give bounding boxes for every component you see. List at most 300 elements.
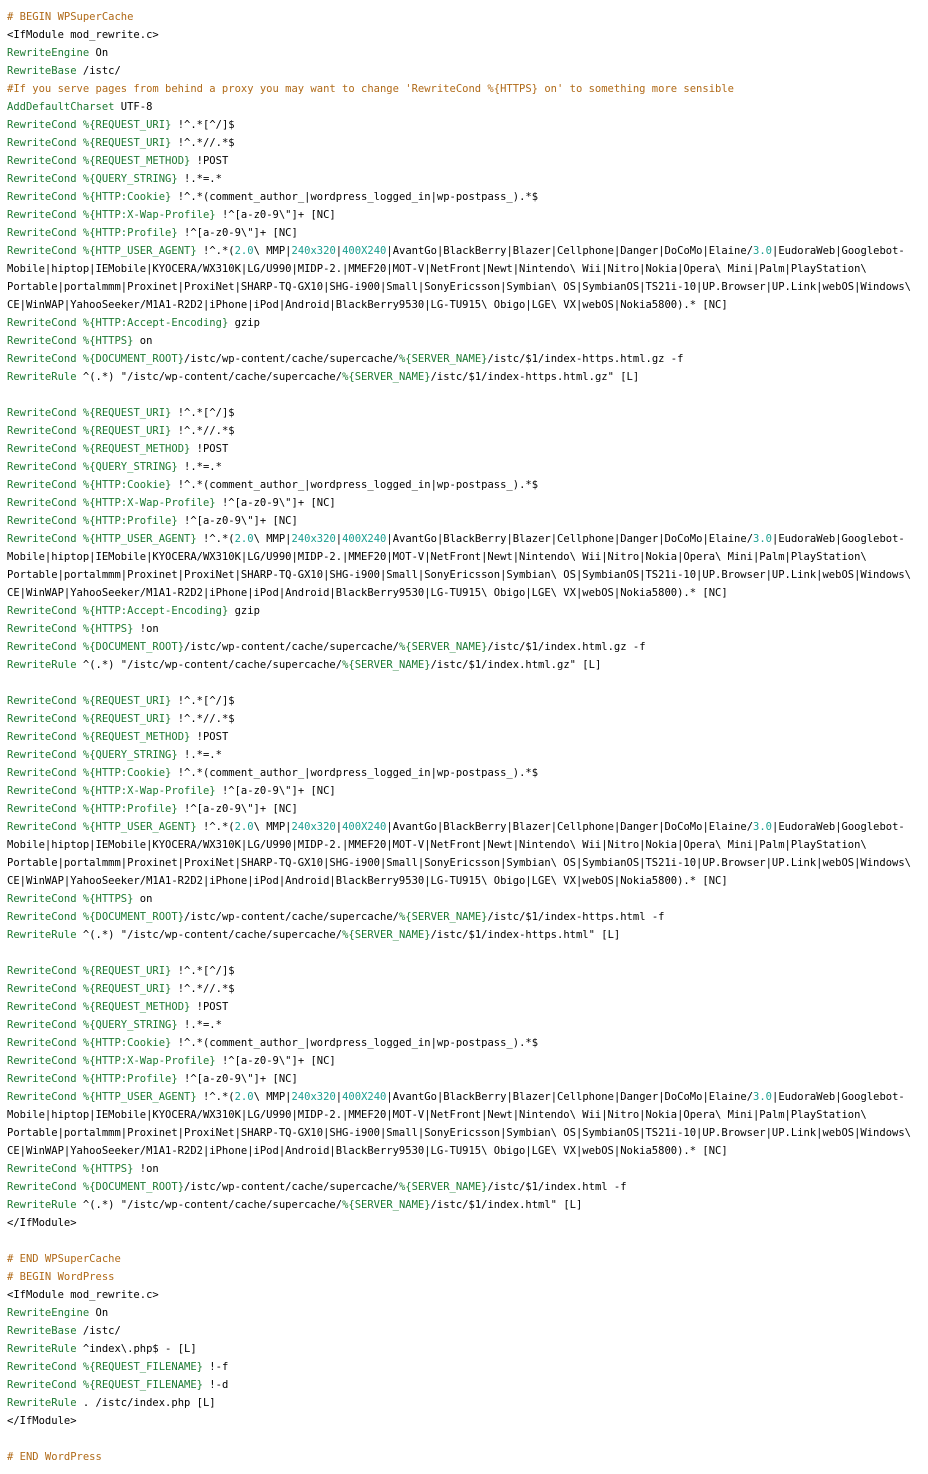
server-variable: %{REQUEST_URI} xyxy=(82,425,172,437)
directive-keyword: RewriteCond xyxy=(7,155,77,167)
code-text: ^(.*) "/istc/wp-content/cache/supercache/ xyxy=(76,1199,343,1211)
server-variable: %{HTTP:X-Wap-Profile} xyxy=(82,209,216,221)
code-text: /istc/$1/index-https.html.gz" [L] xyxy=(430,371,640,383)
code-line xyxy=(7,1196,923,1214)
code-line xyxy=(7,1214,923,1232)
directive-keyword: RewriteCond xyxy=(7,209,77,221)
directive-keyword: RewriteCond xyxy=(7,821,77,833)
directive-keyword: RewriteCond xyxy=(7,191,77,203)
code-line xyxy=(7,746,923,764)
code-line xyxy=(7,1304,923,1322)
code-text: |EudoraWeb|Googlebot- xyxy=(772,245,905,257)
directive-keyword: RewriteRule xyxy=(7,929,77,941)
comment-text: # END WPSuperCache xyxy=(7,1253,121,1265)
directive-keyword: RewriteCond xyxy=(7,1055,77,1067)
code-text: /istc/wp-content/cache/supercache/ xyxy=(184,1181,399,1193)
directive-keyword: RewriteCond xyxy=(7,515,77,527)
directive-keyword: RewriteCond xyxy=(7,317,77,329)
code-line xyxy=(7,1070,923,1088)
server-variable: %{REQUEST_URI} xyxy=(82,965,172,977)
directive-keyword: RewriteCond xyxy=(7,767,77,779)
directive-keyword: RewriteCond xyxy=(7,407,77,419)
server-variable: %{HTTP_USER_AGENT} xyxy=(82,245,197,257)
directive-keyword: RewriteCond xyxy=(7,1073,77,1085)
directive-keyword: RewriteEngine xyxy=(7,1307,90,1319)
code-line xyxy=(7,764,923,782)
server-variable: %{HTTPS} xyxy=(82,893,134,905)
code-text: !.*=.* xyxy=(177,173,222,185)
comment-text: # BEGIN WordPress xyxy=(7,1271,115,1283)
server-variable: %{SERVER_NAME} xyxy=(342,929,431,941)
code-line xyxy=(7,1052,923,1070)
code-line xyxy=(7,1376,923,1394)
directive-keyword: RewriteBase xyxy=(7,65,77,77)
code-text: !^.*( xyxy=(196,1091,235,1103)
directive-keyword: RewriteCond xyxy=(7,461,77,473)
server-variable: %{QUERY_STRING} xyxy=(82,749,178,761)
server-variable: %{SERVER_NAME} xyxy=(342,371,431,383)
code-text: !^.*(comment_author_|wordpress_logged_in|wp-postpass_).*$ xyxy=(171,479,539,491)
directive-keyword: RewriteRule xyxy=(7,1397,77,1409)
code-text: !^[a-z0-9\"]+ [NC] xyxy=(177,1073,298,1085)
server-variable: %{SERVER_NAME} xyxy=(398,1181,488,1193)
code-text: !^.*( xyxy=(196,821,235,833)
blank-line xyxy=(7,1232,923,1250)
code-line xyxy=(7,98,923,116)
code-line xyxy=(7,1088,923,1106)
numeric-token: 240x320 xyxy=(291,533,336,545)
code-text: on xyxy=(133,335,153,347)
code-text: \ MMP| xyxy=(253,821,292,833)
code-text: !^.*[^/]$ xyxy=(171,407,235,419)
code-line xyxy=(7,962,923,980)
code-line xyxy=(7,8,923,26)
code-text: Mobile|hiptop|IEMobile|KYOCERA/WX310K|LG/U990|MIDP-2.|MMEF20|MOT-V|NetFront|Newt|Nintendo\ Wii|Nitro|Nokia|Opera\ Mini|Palm|PlayStation\ xyxy=(7,263,867,275)
server-variable: %{HTTPS} xyxy=(82,623,134,635)
code-line xyxy=(7,1340,923,1358)
code-text: |EudoraWeb|Googlebot- xyxy=(772,821,905,833)
code-text: !POST xyxy=(190,1001,229,1013)
code-text: CE|WinWAP|YahooSeeker/M1A1-R2D2|iPhone|iPod|Android|BlackBerry9530|LG-TU915\ Obigo|LGE\ VX|webOS|Nokia5800).* [NC] xyxy=(7,299,728,311)
code-text: !^[a-z0-9\"]+ [NC] xyxy=(215,1055,336,1067)
code-text: gzip xyxy=(228,317,260,329)
code-line xyxy=(7,548,923,566)
numeric-token: 240x320 xyxy=(291,1091,336,1103)
code-text: \ MMP| xyxy=(253,245,292,257)
directive-keyword: RewriteCond xyxy=(7,749,77,761)
server-variable: %{SERVER_NAME} xyxy=(342,659,431,671)
code-text: Portable|portalmmm|Proxinet|ProxiNet|SHARP-TQ-GX10|SHG-i900|Small|SonyEricsson|Symbian\ OS|SymbianOS|TS21i-10|UP.Browser|UP.Link|webOS|Windows\ xyxy=(7,1127,911,1139)
code-line xyxy=(7,1106,923,1124)
code-line xyxy=(7,332,923,350)
directive-keyword: AddDefaultCharset xyxy=(7,101,115,113)
directive-keyword: RewriteCond xyxy=(7,1163,77,1175)
code-line xyxy=(7,1142,923,1160)
blank-line xyxy=(7,386,923,404)
code-line xyxy=(7,602,923,620)
directive-keyword: RewriteCond xyxy=(7,911,77,923)
server-variable: %{REQUEST_METHOD} xyxy=(82,731,191,743)
server-variable: %{HTTP_USER_AGENT} xyxy=(82,821,197,833)
directive-keyword: RewriteCond xyxy=(7,983,77,995)
directive-keyword: RewriteCond xyxy=(7,533,77,545)
code-line xyxy=(7,656,923,674)
directive-keyword: RewriteCond xyxy=(7,803,77,815)
blank-line xyxy=(7,674,923,692)
server-variable: %{DOCUMENT_ROOT} xyxy=(82,353,185,365)
code-text: /istc/wp-content/cache/supercache/ xyxy=(184,911,399,923)
code-text: !on xyxy=(133,623,159,635)
server-variable: %{REQUEST_FILENAME} xyxy=(82,1379,203,1391)
server-variable: %{REQUEST_URI} xyxy=(82,695,172,707)
server-variable: %{SERVER_NAME} xyxy=(398,641,488,653)
server-variable: %{HTTP:Cookie} xyxy=(82,479,172,491)
code-line xyxy=(7,692,923,710)
code-line xyxy=(7,1016,923,1034)
code-text: !POST xyxy=(190,443,229,455)
numeric-token: 240x320 xyxy=(291,821,336,833)
directive-keyword: RewriteCond xyxy=(7,137,77,149)
code-text: | xyxy=(335,1091,343,1103)
directive-keyword: RewriteCond xyxy=(7,1361,77,1373)
numeric-token: 2.0 xyxy=(234,245,254,257)
server-variable: %{DOCUMENT_ROOT} xyxy=(82,641,185,653)
code-text: Portable|portalmmm|Proxinet|ProxiNet|SHARP-TQ-GX10|SHG-i900|Small|SonyEricsson|Symbian\ OS|SymbianOS|TS21i-10|UP.Browser|UP.Link|webOS|Windows\ xyxy=(7,281,911,293)
code-line xyxy=(7,1358,923,1376)
code-text: !.*=.* xyxy=(177,461,222,473)
code-line xyxy=(7,80,923,98)
server-variable: %{HTTP:X-Wap-Profile} xyxy=(82,1055,216,1067)
blank-line xyxy=(7,1430,923,1448)
directive-keyword: RewriteRule xyxy=(7,1343,77,1355)
code-text: !^[a-z0-9\"]+ [NC] xyxy=(215,785,336,797)
code-text: ^(.*) "/istc/wp-content/cache/supercache/ xyxy=(76,371,343,383)
code-text: |EudoraWeb|Googlebot- xyxy=(772,1091,905,1103)
directive-keyword: RewriteCond xyxy=(7,641,77,653)
code-line xyxy=(7,1412,923,1430)
code-text: |AvantGo|BlackBerry|Blazer|Cellphone|Danger|DoCoMo|Elaine/ xyxy=(386,533,754,545)
code-text: Portable|portalmmm|Proxinet|ProxiNet|SHARP-TQ-GX10|SHG-i900|Small|SonyEricsson|Symbian\ OS|SymbianOS|TS21i-10|UP.Browser|UP.Link|webOS|Windows\ xyxy=(7,569,911,581)
code-line xyxy=(7,530,923,548)
server-variable: %{REQUEST_METHOD} xyxy=(82,1001,191,1013)
server-variable: %{QUERY_STRING} xyxy=(82,173,178,185)
code-text: !^.*//.*$ xyxy=(171,137,235,149)
code-text: <IfModule mod_rewrite.c> xyxy=(7,29,159,41)
server-variable: %{HTTP:X-Wap-Profile} xyxy=(82,785,216,797)
numeric-token: 400X240 xyxy=(342,533,387,545)
code-text: !-f xyxy=(202,1361,229,1373)
numeric-token: 2.0 xyxy=(234,1091,254,1103)
directive-keyword: RewriteCond xyxy=(7,893,77,905)
code-text: |AvantGo|BlackBerry|Blazer|Cellphone|Danger|DoCoMo|Elaine/ xyxy=(386,821,754,833)
numeric-token: 3.0 xyxy=(753,821,772,833)
code-line xyxy=(7,854,923,872)
code-line xyxy=(7,206,923,224)
server-variable: %{HTTP:X-Wap-Profile} xyxy=(82,497,216,509)
code-text: !.*=.* xyxy=(177,1019,222,1031)
code-line xyxy=(7,260,923,278)
code-text: !^[a-z0-9\"]+ [NC] xyxy=(177,515,298,527)
directive-keyword: RewriteCond xyxy=(7,1019,77,1031)
directive-keyword: RewriteEngine xyxy=(7,47,90,59)
code-line xyxy=(7,908,923,926)
server-variable: %{REQUEST_METHOD} xyxy=(82,155,191,167)
code-text: !^.*(comment_author_|wordpress_logged_in|wp-postpass_).*$ xyxy=(171,1037,539,1049)
server-variable: %{HTTP:Profile} xyxy=(82,803,178,815)
code-line xyxy=(7,350,923,368)
code-text: /istc/ xyxy=(76,1325,121,1337)
htaccess-code-view xyxy=(7,8,923,1466)
code-text: </IfModule> xyxy=(7,1217,77,1229)
code-line xyxy=(7,926,923,944)
code-line xyxy=(7,584,923,602)
code-text: on xyxy=(133,893,153,905)
code-line xyxy=(7,1160,923,1178)
server-variable: %{REQUEST_METHOD} xyxy=(82,443,191,455)
code-text: /istc/$1/index.html.gz -f xyxy=(487,641,646,653)
numeric-token: 400X240 xyxy=(342,1091,387,1103)
server-variable: %{REQUEST_URI} xyxy=(82,119,172,131)
server-variable: %{DOCUMENT_ROOT} xyxy=(82,911,185,923)
code-line xyxy=(7,800,923,818)
server-variable: %{QUERY_STRING} xyxy=(82,461,178,473)
code-text: CE|WinWAP|YahooSeeker/M1A1-R2D2|iPhone|iPod|Android|BlackBerry9530|LG-TU915\ Obigo|LGE\ VX|webOS|Nokia5800).* [NC] xyxy=(7,1145,728,1157)
directive-keyword: RewriteCond xyxy=(7,785,77,797)
numeric-token: 3.0 xyxy=(753,245,772,257)
code-line xyxy=(7,314,923,332)
code-line xyxy=(7,1268,923,1286)
directive-keyword: RewriteCond xyxy=(7,335,77,347)
code-text: /istc/$1/index-https.html -f xyxy=(487,911,665,923)
code-text: !-d xyxy=(202,1379,229,1391)
directive-keyword: RewriteCond xyxy=(7,245,77,257)
server-variable: %{REQUEST_URI} xyxy=(82,713,172,725)
code-text: !^.*[^/]$ xyxy=(171,695,235,707)
server-variable: %{HTTP:Profile} xyxy=(82,1073,178,1085)
code-text: Portable|portalmmm|Proxinet|ProxiNet|SHARP-TQ-GX10|SHG-i900|Small|SonyEricsson|Symbian\ OS|SymbianOS|TS21i-10|UP.Browser|UP.Link|webOS|Windows\ xyxy=(7,857,911,869)
server-variable: %{REQUEST_URI} xyxy=(82,407,172,419)
code-text: On xyxy=(89,1307,109,1319)
code-line xyxy=(7,1034,923,1052)
directive-keyword: RewriteCond xyxy=(7,173,77,185)
code-text: /istc/wp-content/cache/supercache/ xyxy=(184,353,399,365)
code-text: |AvantGo|BlackBerry|Blazer|Cellphone|Danger|DoCoMo|Elaine/ xyxy=(386,245,754,257)
code-text: /istc/$1/index.html -f xyxy=(487,1181,627,1193)
code-text: !^.*(comment_author_|wordpress_logged_in|wp-postpass_).*$ xyxy=(171,767,539,779)
server-variable: %{HTTP:Cookie} xyxy=(82,1037,172,1049)
directive-keyword: RewriteRule xyxy=(7,371,77,383)
blank-line xyxy=(7,944,923,962)
code-text: !^.*[^/]$ xyxy=(171,119,235,131)
comment-text: # END WordPress xyxy=(7,1451,102,1463)
directive-keyword: RewriteCond xyxy=(7,1181,77,1193)
server-variable: %{HTTP:Profile} xyxy=(82,515,178,527)
comment-text: # BEGIN WPSuperCache xyxy=(7,11,134,23)
code-text: CE|WinWAP|YahooSeeker/M1A1-R2D2|iPhone|iPod|Android|BlackBerry9530|LG-TU915\ Obigo|LGE\ VX|webOS|Nokia5800).* [NC] xyxy=(7,875,728,887)
directive-keyword: RewriteCond xyxy=(7,227,77,239)
server-variable: %{HTTP:Cookie} xyxy=(82,191,172,203)
server-variable: %{HTTP:Profile} xyxy=(82,227,178,239)
code-line xyxy=(7,836,923,854)
numeric-token: 400X240 xyxy=(342,245,387,257)
code-line xyxy=(7,1322,923,1340)
code-line xyxy=(7,26,923,44)
directive-keyword: RewriteCond xyxy=(7,119,77,131)
code-text: | xyxy=(335,821,343,833)
code-line xyxy=(7,170,923,188)
code-line xyxy=(7,728,923,746)
numeric-token: 240x320 xyxy=(291,245,336,257)
numeric-token: 2.0 xyxy=(234,533,254,545)
server-variable: %{HTTP:Cookie} xyxy=(82,767,172,779)
directive-keyword: RewriteCond xyxy=(7,1037,77,1049)
code-text: |EudoraWeb|Googlebot- xyxy=(772,533,905,545)
code-line xyxy=(7,278,923,296)
server-variable: %{HTTP_USER_AGENT} xyxy=(82,533,197,545)
server-variable: %{HTTPS} xyxy=(82,1163,134,1175)
code-text: \ MMP| xyxy=(253,533,292,545)
directive-keyword: RewriteBase xyxy=(7,1325,77,1337)
code-line xyxy=(7,476,923,494)
code-text: /istc/ xyxy=(76,65,121,77)
code-line xyxy=(7,998,923,1016)
directive-keyword: RewriteCond xyxy=(7,1091,77,1103)
directive-keyword: RewriteCond xyxy=(7,443,77,455)
server-variable: %{REQUEST_URI} xyxy=(82,983,172,995)
code-text: </IfModule> xyxy=(7,1415,77,1427)
code-line xyxy=(7,566,923,584)
code-text: | xyxy=(335,245,343,257)
server-variable: %{REQUEST_FILENAME} xyxy=(82,1361,203,1373)
directive-keyword: RewriteCond xyxy=(7,1001,77,1013)
code-line xyxy=(7,494,923,512)
code-text: !^[a-z0-9\"]+ [NC] xyxy=(215,209,336,221)
server-variable: %{HTTPS} xyxy=(82,335,134,347)
code-line xyxy=(7,890,923,908)
code-text: Mobile|hiptop|IEMobile|KYOCERA/WX310K|LG/U990|MIDP-2.|MMEF20|MOT-V|NetFront|Newt|Nintendo\ Wii|Nitro|Nokia|Opera\ Mini|Palm|PlayStation\ xyxy=(7,551,867,563)
code-line xyxy=(7,296,923,314)
code-text: !^.*[^/]$ xyxy=(171,965,235,977)
code-text: !^[a-z0-9\"]+ [NC] xyxy=(215,497,336,509)
code-line xyxy=(7,1178,923,1196)
numeric-token: 2.0 xyxy=(234,821,254,833)
code-line xyxy=(7,1448,923,1466)
code-line xyxy=(7,404,923,422)
code-text: !^.*//.*$ xyxy=(171,983,235,995)
numeric-token: 3.0 xyxy=(753,533,772,545)
server-variable: %{SERVER_NAME} xyxy=(398,911,488,923)
directive-keyword: RewriteCond xyxy=(7,497,77,509)
code-line xyxy=(7,620,923,638)
code-line xyxy=(7,152,923,170)
code-text: | xyxy=(335,533,343,545)
code-text: CE|WinWAP|YahooSeeker/M1A1-R2D2|iPhone|iPod|Android|BlackBerry9530|LG-TU915\ Obigo|LGE\ VX|webOS|Nokia5800).* [NC] xyxy=(7,587,728,599)
directive-keyword: RewriteCond xyxy=(7,353,77,365)
comment-text: #If you serve pages from behind a proxy you may want to change 'RewriteCond %{HTTPS} on' to something more sensible xyxy=(7,83,734,95)
directive-keyword: RewriteRule xyxy=(7,659,77,671)
code-text: !^.*(comment_author_|wordpress_logged_in|wp-postpass_).*$ xyxy=(171,191,539,203)
code-text: !POST xyxy=(190,155,229,167)
code-line xyxy=(7,1286,923,1304)
code-text: !POST xyxy=(190,731,229,743)
code-line xyxy=(7,782,923,800)
directive-keyword: RewriteCond xyxy=(7,731,77,743)
code-text: Mobile|hiptop|IEMobile|KYOCERA/WX310K|LG/U990|MIDP-2.|MMEF20|MOT-V|NetFront|Newt|Nintendo\ Wii|Nitro|Nokia|Opera\ Mini|Palm|PlayStation\ xyxy=(7,839,867,851)
code-text: !^[a-z0-9\"]+ [NC] xyxy=(177,227,298,239)
code-line xyxy=(7,62,923,80)
code-text: /istc/$1/index.html" [L] xyxy=(430,1199,583,1211)
server-variable: %{DOCUMENT_ROOT} xyxy=(82,1181,185,1193)
code-text: !^.*( xyxy=(196,533,235,545)
code-line xyxy=(7,872,923,890)
code-line xyxy=(7,422,923,440)
code-line xyxy=(7,1124,923,1142)
code-text: /istc/$1/index-https.html.gz -f xyxy=(487,353,684,365)
code-line xyxy=(7,368,923,386)
code-line xyxy=(7,710,923,728)
code-text: ^index\.php$ - [L] xyxy=(76,1343,197,1355)
code-text: <IfModule mod_rewrite.c> xyxy=(7,1289,159,1301)
code-text: !^.*//.*$ xyxy=(171,713,235,725)
code-line xyxy=(7,980,923,998)
directive-keyword: RewriteCond xyxy=(7,479,77,491)
server-variable: %{REQUEST_URI} xyxy=(82,137,172,149)
code-line xyxy=(7,134,923,152)
code-line xyxy=(7,188,923,206)
server-variable: %{QUERY_STRING} xyxy=(82,1019,178,1031)
directive-keyword: RewriteCond xyxy=(7,605,77,617)
code-line xyxy=(7,1394,923,1412)
code-text: /istc/$1/index.html.gz" [L] xyxy=(430,659,602,671)
code-text: !.*=.* xyxy=(177,749,222,761)
directive-keyword: RewriteRule xyxy=(7,1199,77,1211)
code-line xyxy=(7,242,923,260)
code-line xyxy=(7,458,923,476)
numeric-token: 400X240 xyxy=(342,821,387,833)
code-text: /istc/$1/index-https.html" [L] xyxy=(430,929,621,941)
code-text: . /istc/index.php [L] xyxy=(76,1397,216,1409)
code-line xyxy=(7,224,923,242)
server-variable: %{SERVER_NAME} xyxy=(342,1199,431,1211)
code-text: UTF-8 xyxy=(114,101,153,113)
server-variable: %{HTTP_USER_AGENT} xyxy=(82,1091,197,1103)
code-text: /istc/wp-content/cache/supercache/ xyxy=(184,641,399,653)
code-line xyxy=(7,440,923,458)
code-text: Mobile|hiptop|IEMobile|KYOCERA/WX310K|LG/U990|MIDP-2.|MMEF20|MOT-V|NetFront|Newt|Nintendo\ Wii|Nitro|Nokia|Opera\ Mini|Palm|PlayStation\ xyxy=(7,1109,867,1121)
server-variable: %{HTTP:Accept-Encoding} xyxy=(82,605,229,617)
code-line xyxy=(7,1250,923,1268)
code-text: !^[a-z0-9\"]+ [NC] xyxy=(177,803,298,815)
numeric-token: 3.0 xyxy=(753,1091,772,1103)
directive-keyword: RewriteCond xyxy=(7,713,77,725)
code-line xyxy=(7,638,923,656)
code-line xyxy=(7,44,923,62)
code-text: ^(.*) "/istc/wp-content/cache/supercache/ xyxy=(76,929,343,941)
server-variable: %{HTTP:Accept-Encoding} xyxy=(82,317,229,329)
directive-keyword: RewriteCond xyxy=(7,623,77,635)
code-text: ^(.*) "/istc/wp-content/cache/supercache/ xyxy=(76,659,343,671)
server-variable: %{SERVER_NAME} xyxy=(398,353,488,365)
code-line xyxy=(7,512,923,530)
code-text: \ MMP| xyxy=(253,1091,292,1103)
code-text: gzip xyxy=(228,605,260,617)
code-text: !on xyxy=(133,1163,159,1175)
code-text: !^.*//.*$ xyxy=(171,425,235,437)
code-text: !^.*( xyxy=(196,245,235,257)
code-text: On xyxy=(89,47,109,59)
directive-keyword: RewriteCond xyxy=(7,695,77,707)
directive-keyword: RewriteCond xyxy=(7,1379,77,1391)
